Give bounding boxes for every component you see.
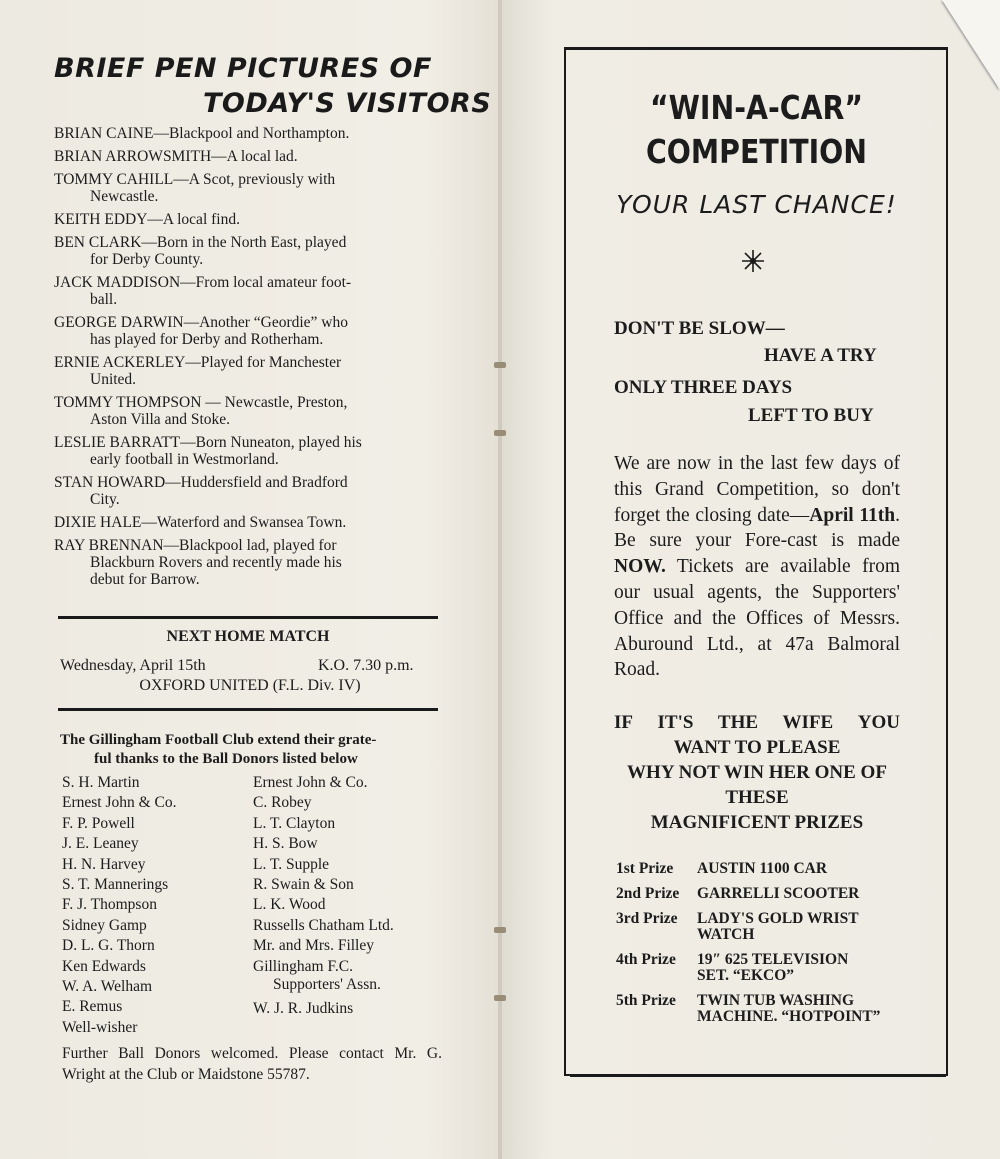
staple: [494, 927, 506, 933]
slogan-line: ONLY THREE DAYS: [614, 377, 793, 398]
donor-name: R. Swain & Son: [253, 876, 354, 894]
further-donors-note: Further Ball Donors welcomed. Please contact Mr. G. Wright at the Club or Maidstone 55787.: [62, 1045, 442, 1083]
donor-name: W. A. Welham: [62, 978, 153, 996]
player-entry: KEITH EDDY—A local find.: [54, 211, 240, 228]
donor-name: S. T. Mannerings: [62, 876, 169, 894]
prize-list: [616, 861, 916, 1034]
donor-name: L. T. Clayton: [253, 814, 336, 832]
competition-title: COMPETITION: [645, 132, 868, 171]
prize-row: 4th Prize 19″ 625 TELEVISION SET. “EKCO”: [616, 951, 849, 984]
wife-prize-headline: IF IT'S THE WIFE YOU WANT TO PLEASE WHY NOT WIN HER ONE OF THESE MAGNIFICENT PRIZES: [614, 712, 900, 833]
slogan-line: LEFT TO BUY: [748, 405, 874, 426]
competition-body: We are now in the last few days of this Grand Competition, so don't forget the closing date—April 11th. Be sure your Fore-cast is made NOW. Tickets are available from our usual agents, the Supporters' Office and the Offices of Messrs. Aburound Ltd., at 47a Balmoral Road.: [614, 453, 901, 681]
donor-name: Mr. and Mrs. Filley: [253, 937, 374, 955]
player-entry: TOMMY CAHILL—A Scot, previously with Newcastle.: [54, 171, 336, 205]
player-entry: ERNIE ACKERLEY—Played for Manchester United.: [54, 354, 342, 388]
donor-name: D. L. G. Thorn: [62, 937, 155, 955]
prize-row: 1st Prize AUSTIN 1100 CAR: [616, 860, 828, 877]
donor-name: Well-wisher: [62, 1018, 138, 1036]
prize-row: 5th Prize TWIN TUB WASHING MACHINE. “HOTPOINT”: [616, 992, 881, 1025]
player-entry: BRIAN CAINE—Blackpool and Northampton.: [54, 125, 350, 142]
ball-donors-thanks: The Gillingham Football Club extend their grate- ful thanks to the Ball Donors listed below: [60, 732, 377, 767]
player-entry: GEORGE DARWIN—Another “Geordie” who has played for Derby and Rotherham.: [54, 314, 349, 348]
slogan-line: HAVE A TRY: [764, 345, 877, 366]
donor-name: F. P. Powell: [62, 814, 135, 832]
donor-name: Russells Chatham Ltd.: [253, 916, 394, 934]
donor-name: C. Robey: [253, 794, 312, 812]
divider-rule: [58, 708, 438, 711]
player-entry: RAY BRENNAN—Blackpool lad, played for Blackburn Rovers and recently made his debut for Barrow.: [54, 537, 342, 588]
now-emphasis: NOW.: [614, 556, 666, 578]
donor-name: L. T. Supple: [253, 855, 330, 873]
donor-name: Gillingham F.C. Supporters' Assn.: [253, 957, 381, 994]
pen-pictures-heading: BRIEF PEN PICTURES OF: [54, 53, 432, 84]
donor-name: Ernest John & Co.: [253, 774, 368, 791]
win-a-car-title: “WIN-A-CAR”: [649, 88, 864, 127]
staple: [494, 362, 506, 368]
player-entry: STAN HOWARD—Huddersfield and Bradford City.: [54, 474, 348, 508]
donor-name: L. K. Wood: [253, 896, 326, 914]
donor-name: H. N. Harvey: [62, 855, 146, 873]
next-home-match-title: NEXT HOME MATCH: [166, 628, 330, 645]
staple: [494, 430, 506, 436]
donor-name: S. H. Martin: [62, 774, 140, 791]
donor-name: H. S. Bow: [253, 835, 318, 853]
player-entry: TOMMY THOMPSON — Newcastle, Preston, Aston Villa and Stoke.: [54, 394, 348, 428]
donor-name: W. J. R. Judkins: [253, 1000, 354, 1018]
next-match-opponent: OXFORD UNITED (F.L. Div. IV): [139, 677, 361, 694]
pen-pictures-subheading: TODAY'S VISITORS: [203, 88, 492, 119]
next-match-date: Wednesday, April 15th: [60, 657, 206, 674]
divider-rule: [58, 616, 438, 619]
donor-name: F. J. Thompson: [62, 896, 157, 914]
player-entry: JACK MADDISON—From local amateur foot- ball.: [54, 274, 352, 308]
booklet-spine: [498, 0, 502, 1159]
donor-name: Sidney Gamp: [62, 916, 147, 934]
asterisk-ornament-icon: [740, 248, 766, 274]
player-entry: LESLIE BARRATT—Born Nuneaton, played his early football in Westmorland.: [54, 434, 362, 468]
donor-name: J. E. Leaney: [62, 835, 139, 853]
box-bottom-rule: [570, 1075, 946, 1077]
donors-column-1: [62, 773, 177, 1038]
slogan-line: DON'T BE SLOW—: [614, 318, 785, 339]
closing-date: April 11th: [809, 504, 896, 526]
prize-row: 2nd Prize GARRELLI SCOOTER: [616, 885, 860, 902]
folded-corner: [942, 0, 1000, 90]
player-entry: DIXIE HALE—Waterford and Swansea Town.: [54, 514, 347, 531]
last-chance-subtitle: YOUR LAST CHANCE!: [616, 190, 897, 219]
donor-name: Ernest John & Co.: [62, 794, 177, 812]
donor-name: E. Remus: [62, 998, 123, 1016]
donor-name: Ken Edwards: [62, 957, 146, 975]
prize-row: 3rd Prize LADY'S GOLD WRIST WATCH: [616, 910, 859, 943]
donors-column-2: [253, 773, 394, 1019]
player-entry: BRIAN ARROWSMITH—A local lad.: [54, 148, 298, 165]
player-list: [54, 125, 436, 594]
staple: [494, 995, 506, 1001]
player-entry: BEN CLARK—Born in the North East, played for Derby County.: [54, 234, 347, 268]
next-match-kickoff: K.O. 7.30 p.m.: [318, 657, 414, 674]
